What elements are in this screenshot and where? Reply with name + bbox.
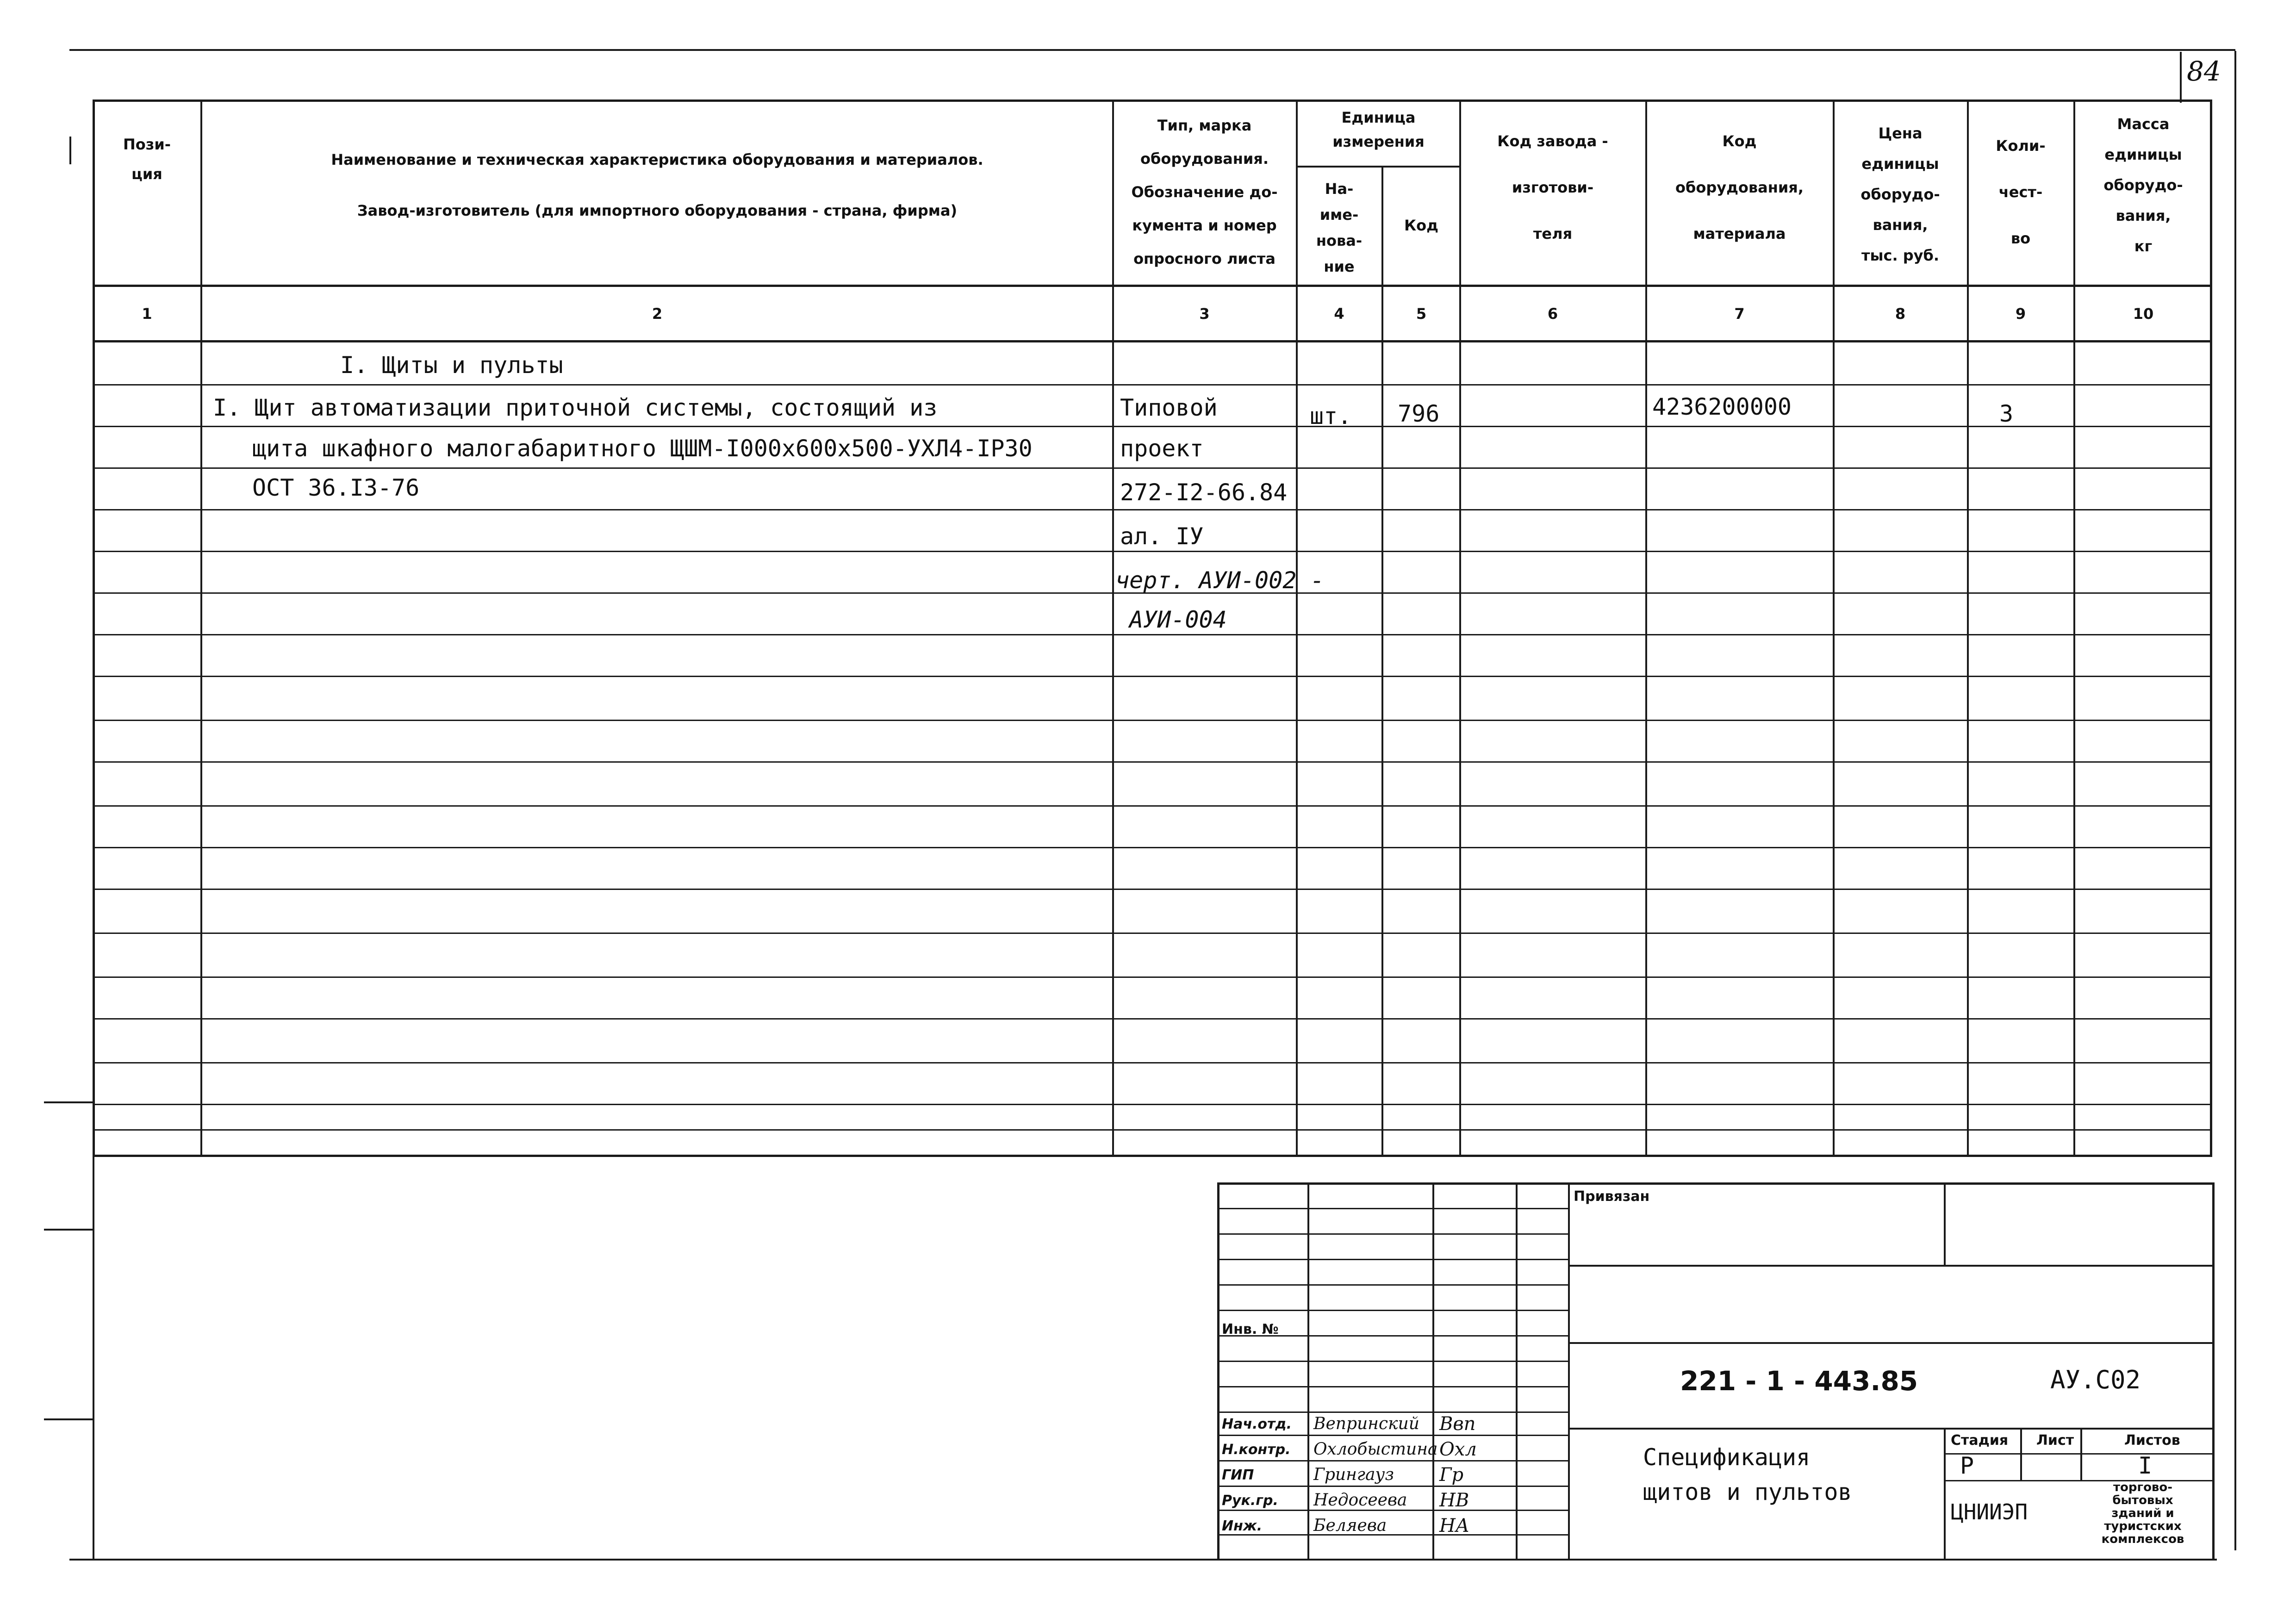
item-type-line: Типовой <box>1120 394 1218 421</box>
stamp-hline <box>1569 1428 2215 1430</box>
item-name-line: I. Щит автоматизации приточной системы, состоящий из <box>213 394 938 421</box>
header-col4: На- име- нова- ние <box>1316 180 1363 275</box>
stamp-org: ЦНИИЭП <box>1951 1499 2028 1524</box>
row-line <box>93 1129 2212 1131</box>
stamp-role: ГИП <box>1222 1467 1254 1483</box>
stamp-hline <box>1569 1342 2215 1344</box>
stamp-vline <box>1432 1182 1434 1560</box>
col-line <box>200 99 202 1157</box>
row-line <box>93 551 2212 552</box>
margin-tick <box>44 1418 93 1420</box>
row-line <box>93 509 2212 510</box>
header-col6: Код завода - изготови- теля <box>1497 132 1608 243</box>
stamp-hline <box>1569 1265 2215 1267</box>
stamp-row-line <box>1217 1510 1569 1511</box>
row-line <box>93 720 2212 721</box>
colnum-5: 5 <box>1416 305 1427 323</box>
section-title: I. Щиты и пульты <box>340 352 563 379</box>
header-col1: Пози- ция <box>123 136 171 183</box>
stamp-name: Грингауз <box>1313 1465 1394 1484</box>
stamp-name: Вепринский <box>1313 1414 1419 1433</box>
row-line <box>93 847 2212 848</box>
row-line <box>93 426 2212 427</box>
stamp-row-line <box>1217 1460 1569 1461</box>
stamp-vline <box>1944 1428 1946 1560</box>
row-line <box>93 761 2212 763</box>
colnum-1: 1 <box>142 305 152 323</box>
item-unit: шт. <box>1310 403 1352 429</box>
stamp-name: Недосеева <box>1313 1491 1407 1510</box>
stamp-row-line <box>1217 1412 1569 1413</box>
item-name-line: ОСТ 36.I3-76 <box>252 474 420 501</box>
stamp-row-line <box>1217 1208 1569 1209</box>
header-col10: Масса единицы оборудо- вания, кг <box>2103 115 2183 255</box>
stamp-bound-label: Привязан <box>1574 1188 1650 1205</box>
stamp-row-line <box>1217 1361 1569 1362</box>
stamp-title-line: Спецификация <box>1643 1444 1811 1471</box>
stamp-role: Нач.отд. <box>1222 1416 1292 1432</box>
stamp-inv-label: Инв. № <box>1222 1321 1279 1337</box>
margin-tick <box>44 1229 93 1231</box>
stamp-row-line <box>1217 1386 1569 1387</box>
stamp-stage-label: Стадия <box>1951 1432 2009 1449</box>
col-line <box>1459 99 1461 1157</box>
item-name-line: щита шкафного малогабаритного ЩШМ-I000x600x500-УХЛ4-IP30 <box>252 435 1033 462</box>
stamp-hline <box>1944 1453 2215 1455</box>
stamp-row-line <box>1217 1284 1569 1286</box>
stamp-signature: Охл <box>1439 1439 1477 1460</box>
page-number: 84 <box>2187 56 2221 87</box>
row-line <box>93 384 2212 386</box>
row-line <box>93 976 2212 978</box>
stamp-title-line: щитов и пультов <box>1643 1479 1852 1505</box>
item-unit-code: 796 <box>1398 400 1440 427</box>
item-quantity: 3 <box>1999 400 2014 427</box>
header-unit-group: Единица измерения <box>1332 109 1425 150</box>
stamp-doc-number: 221 - 1 - 443.85 <box>1680 1365 1918 1397</box>
right-edge-line <box>2234 51 2236 1550</box>
stamp-row-line <box>1217 1233 1569 1235</box>
item-equipment-code: 4236200000 <box>1652 393 1792 420</box>
row-line <box>93 467 2212 469</box>
colnum-4: 4 <box>1334 305 1344 323</box>
stamp-vline <box>1568 1182 1570 1560</box>
row-line <box>93 676 2212 677</box>
stamp-sheet-label: Лист <box>2036 1432 2074 1449</box>
row-line <box>93 805 2212 807</box>
margin-tick <box>44 1101 93 1103</box>
colnum-6: 6 <box>1547 305 1558 323</box>
row-line <box>93 933 2212 934</box>
row-line <box>93 1062 2212 1063</box>
header-col2: Наименование и техническая характеристика оборудования и материалов. Завод-изготовитель (для импортного оборудования - страна, фирма) <box>331 151 983 219</box>
page-number-frame <box>2180 52 2182 103</box>
colnum-8: 8 <box>1895 305 1906 323</box>
header-col7: Код оборудования, материала <box>1675 132 1804 243</box>
stamp-sheets-label: Листов <box>2124 1432 2180 1449</box>
stamp-doc-code: АУ.С02 <box>2050 1365 2141 1394</box>
item-type-line: 272-I2-66.84 <box>1120 479 1288 506</box>
row-line <box>93 1104 2212 1105</box>
header-col3: Тип, марка оборудования. Обозначение до- кумента и номер опросного листа <box>1131 117 1278 267</box>
colnum-bottom-line <box>93 340 2212 342</box>
colnum-10: 10 <box>2133 305 2154 323</box>
stamp-sheets-value: I <box>2138 1452 2153 1479</box>
stamp-row-line <box>1217 1259 1569 1260</box>
row-line <box>93 889 2212 890</box>
stamp-role: Рук.гр. <box>1222 1492 1278 1509</box>
stamp-signature: НА <box>1439 1515 1470 1536</box>
stamp-row-line <box>1217 1486 1569 1487</box>
stamp-row-line <box>1217 1534 1569 1536</box>
item-type-hand-line: черт. АУИ-002 - <box>1115 567 1325 594</box>
colnum-9: 9 <box>2015 305 2026 323</box>
stamp-vline <box>1516 1182 1518 1560</box>
item-type-line: ал. IУ <box>1120 523 1204 550</box>
top-rule <box>69 49 2235 51</box>
stamp-vline <box>1307 1182 1309 1560</box>
stamp-row-line <box>1217 1435 1569 1436</box>
stamp-role: Н.контр. <box>1222 1442 1291 1458</box>
stamp-signature: НВ <box>1439 1490 1469 1511</box>
stamp-role: Инж. <box>1222 1518 1263 1534</box>
col-line <box>1645 99 1647 1157</box>
stamp-name: Беляева <box>1313 1516 1387 1535</box>
stamp-row-line <box>1217 1310 1569 1311</box>
row-line <box>93 634 2212 635</box>
stamp-vline <box>1944 1182 1946 1266</box>
stamp-name: Охлобыстина <box>1313 1440 1438 1459</box>
stamp-org-sub: торгово- бытовых зданий и туристских комплексов <box>2101 1480 2184 1546</box>
stamp-signature: Гр <box>1439 1464 1464 1486</box>
unit-group-line <box>1296 166 1460 168</box>
item-type-line: проект <box>1120 435 1204 462</box>
colnum-7: 7 <box>1734 305 1745 323</box>
row-line <box>93 1018 2212 1020</box>
header-col8: Цена единицы оборудо- вания, тыс. руб. <box>1860 124 1940 264</box>
header-col9: Коли- чест- во <box>1996 137 2046 247</box>
stamp-stage-value: Р <box>1960 1452 1974 1479</box>
colnum-2: 2 <box>652 305 663 323</box>
header-col5: Код <box>1404 217 1438 234</box>
colnum-3: 3 <box>1199 305 1210 323</box>
item-type-hand-line: АУИ-004 <box>1129 606 1227 633</box>
stamp-signature: Ввп <box>1439 1413 1476 1435</box>
bottom-frame-left <box>93 1157 94 1560</box>
margin-tick <box>69 137 71 164</box>
